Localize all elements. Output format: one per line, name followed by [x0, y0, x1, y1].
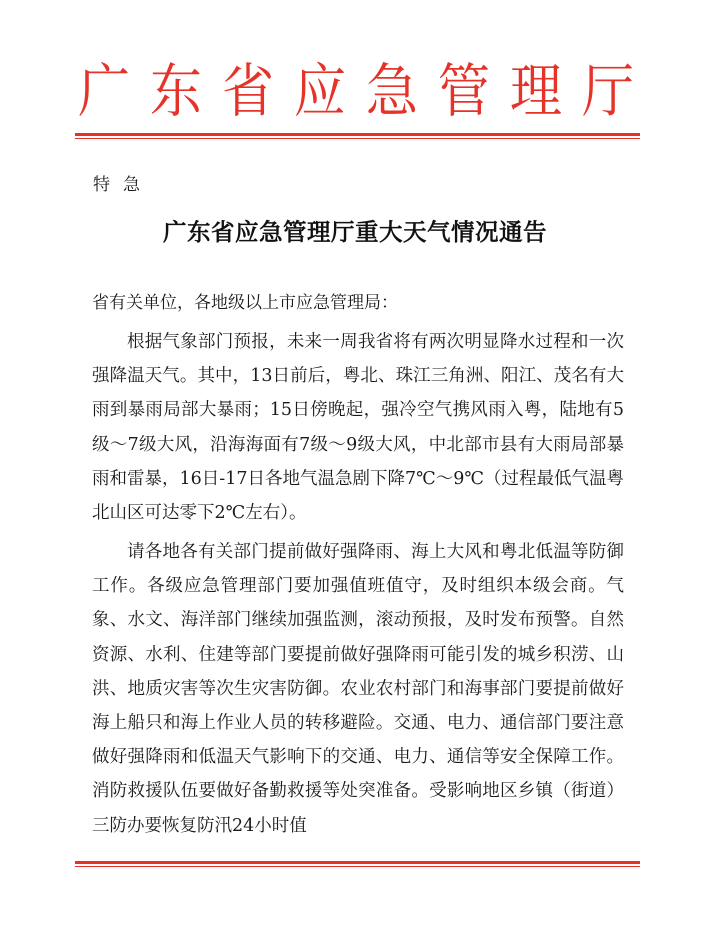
masthead-char: 东	[149, 57, 203, 125]
divider-thin-line	[75, 138, 640, 139]
masthead-char: 应	[293, 57, 347, 125]
document-title: 广东省应急管理厅重大天气情况通告	[163, 218, 547, 246]
divider-thin-line	[75, 866, 640, 867]
masthead-title	[75, 58, 637, 124]
masthead-char: 急	[365, 57, 419, 125]
body-paragraph-2: 请各地各有关部门提前做好强降雨、海上大风和粤北低温等防御工作。各级应急管理部门要加强值班值守，及时组织本级会商。气象、水文、海洋部门继续加强监测，滚动预报，及时发布预警。自然资源、水利、住建等部门要提前做好强降雨可能引发的城乡积涝、山洪、地质灾害等次生灾害防御。农业农村部门和海事部门要提前做好海上船只和海上作业人员的转移避险。交通、电力、通信部门要注意做好强降雨和低温天气影响下的交通、电力、通信等安全保障工作。消防救援队伍要做好备勤救援等处突准备。受影响地区乡镇（街道）三防办要恢复防汛24小时值	[92, 542, 624, 836]
divider-thick-line	[75, 133, 640, 136]
masthead-char: 管	[437, 57, 491, 125]
footer-red-divider	[75, 861, 640, 867]
header-red-divider	[75, 133, 640, 139]
body-paragraph-1: 根据气象部门预报，未来一周我省将有两次明显降水过程和一次强降温天气。其中，13日前后，粤北、珠江三角洲、阳江、茂名有大雨到暴雨局部大暴雨；15日傍晚起，强冷空气携风雨入粤，陆地有5级～7级大风，沿海海面有7级～9级大风，中北部市县有大雨局部暴雨和雷暴，16日-17日各地气温急剧下降7℃～9℃（过程最低气温粤北山区可达零下2℃左右）。	[92, 332, 624, 524]
masthead-char: 理	[509, 57, 563, 125]
salutation: 省有关单位，各地级以上市应急管理局：	[92, 293, 398, 313]
urgency-label: 特急	[93, 175, 153, 195]
masthead-char: 省	[221, 57, 275, 125]
divider-thick-line	[75, 861, 640, 864]
masthead-char: 广	[77, 57, 131, 125]
masthead-char: 厅	[581, 57, 635, 125]
